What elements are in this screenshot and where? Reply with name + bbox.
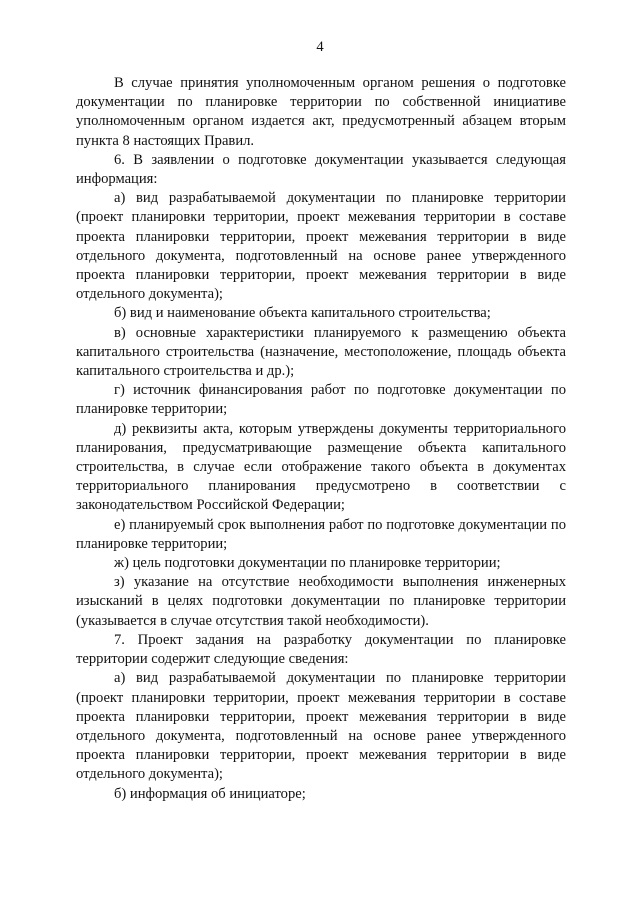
page-number: 4	[316, 39, 324, 55]
paragraph: 7. Проект задания на разработку документации по планировке территории содержит следующие сведения:	[76, 631, 566, 668]
paragraph: В случае принятия уполномоченным органом решения о подготовке документации по планировке территории по собственной инициативе уполномоченным органом издается акт, предусмотренный абзацем вторым пункта 8 настоящих Правил.	[76, 75, 566, 149]
paragraph: з) указание на отсутствие необходимости выполнения инженерных изысканий в целях подготовки документации по планировке территории (указывается в случае отсутствия такой необходимости).	[76, 574, 566, 629]
paragraph: б) информация об инициаторе;	[114, 785, 306, 802]
paragraph: б) вид и наименование объекта капитального строительства;	[114, 305, 491, 322]
document-body	[76, 74, 566, 804]
paragraph: в) основные характеристики планируемого к размещению объекта капитального строительства (назначение, местоположение, площадь объекта капитального строительства и др.);	[76, 324, 566, 380]
paragraph: а) вид разрабатываемой документации по планировке территории (проект планировки территории, проект межевания территории в составе проекта планировки территории, проект межевания территории в виде отдельного документа, подготовленный на основе ранее утвержденного проекта планировки территории, проект межевания территории в виде отдельного документа);	[76, 670, 566, 783]
paragraph: а) вид разрабатываемой документации по планировке территории (проект планировки территории, проект межевания территории в составе проекта планировки территории, проект межевания территории в виде отдельного документа, подготовленный на основе ранее утвержденного проекта планировки территории, проект межевания территории в виде отдельного документа);	[76, 190, 566, 303]
paragraph: д) реквизиты акта, которым утверждены документы территориального планирования, предусматривающие размещение объекта капитального строительства, в случае если отображение такого объекта в документах территориального планирования предусмотрено в соответствии с законодательством Российской Федерации;	[76, 420, 566, 514]
paragraph: е) планируемый срок выполнения работ по подготовке документации по планировке территории;	[76, 516, 566, 552]
paragraph: г) источник финансирования работ по подготовке документации по планировке территории;	[76, 382, 566, 418]
paragraph: 6. В заявлении о подготовке документации указывается следующая информация:	[76, 151, 566, 188]
paragraph: ж) цель подготовки документации по планировке территории;	[114, 555, 501, 572]
